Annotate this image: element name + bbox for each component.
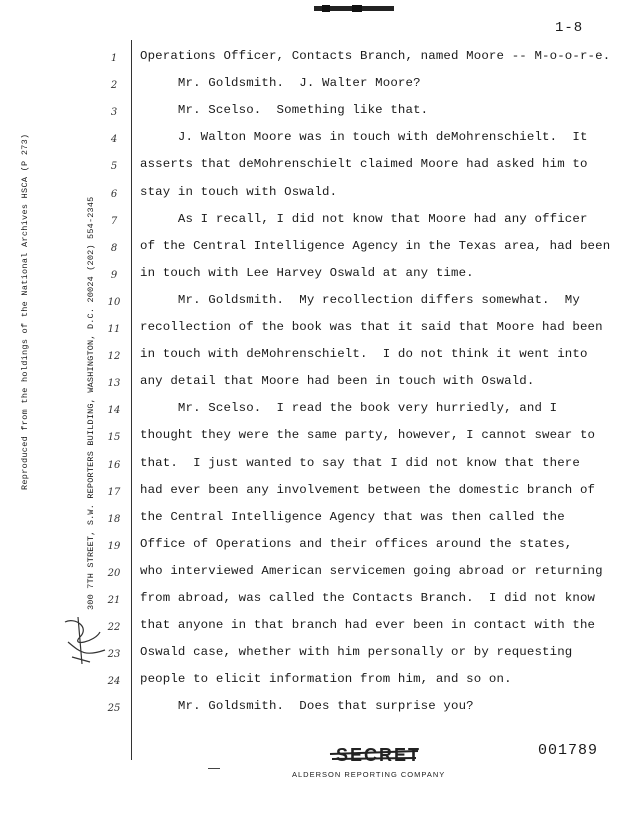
- line-number: 22: [107, 622, 121, 634]
- line-number: 8: [110, 242, 118, 254]
- line-number: 13: [107, 378, 121, 390]
- line-number: 6: [110, 188, 118, 200]
- transcript-line: the Central Intelligence Agency that was then called the: [140, 509, 565, 524]
- reporter-address-margin: [86, 160, 106, 610]
- classification-stamp: SECRET: [336, 745, 422, 765]
- transcript-line: Mr. Scelso. I read the book very hurriedly, and I: [140, 401, 558, 416]
- transcript-line: Operations Officer, Contacts Branch, named Moore -- M-o-o-r-e.: [140, 49, 611, 63]
- transcript-line: Mr. Goldsmith. J. Walter Moore?: [140, 76, 421, 91]
- line-number: 24: [107, 676, 121, 688]
- transcript-line: Mr. Scelso. Something like that.: [140, 103, 429, 118]
- left-margin-rule: [131, 40, 132, 760]
- transcript-line: had ever been any involvement between the domestic branch of: [140, 482, 596, 497]
- line-number: 17: [107, 486, 121, 498]
- archive-margin-note: [20, 70, 50, 490]
- line-number: 4: [110, 134, 118, 146]
- transcript-line: Mr. Goldsmith. My recollection differs somewhat. My: [140, 292, 580, 307]
- handwritten-signature-icon: [60, 612, 110, 667]
- reporting-company: ALDERSON REPORTING COMPANY: [292, 770, 446, 779]
- transcript-line: who interviewed American servicemen going abroad or returning: [140, 563, 603, 578]
- line-number: 2: [110, 80, 118, 92]
- line-number: 19: [107, 540, 121, 552]
- archive-note-text: Reproduced from the holdings of the National Archives HSCA (P 273): [20, 133, 30, 490]
- line-number: 20: [107, 567, 121, 579]
- transcript-line: J. Walton Moore was in touch with deMohrenschielt. It: [140, 130, 588, 145]
- redaction-mark-icon: [312, 4, 398, 14]
- reporter-address-text: 300 7TH STREET, S.W. REPORTERS BUILDING, WASHINGTON, D.C. 20024 (202) 554-2345: [86, 196, 96, 610]
- line-number: 11: [107, 324, 121, 335]
- document-number: 001789: [538, 742, 599, 759]
- page-number: 1-8: [555, 20, 584, 36]
- transcript-line: recollection of the book was that it said that Moore had been: [140, 320, 603, 334]
- line-number: 23: [107, 649, 121, 661]
- transcript-line: Office of Operations and their offices around the states,: [140, 536, 573, 551]
- transcript-line: As I recall, I did not know that Moore had any officer: [140, 211, 588, 226]
- transcript-line: Oswald case, whether with him personally or by requesting: [140, 645, 573, 660]
- transcript-line: in touch with Lee Harvey Oswald at any time.: [140, 265, 474, 280]
- line-number: 5: [110, 161, 118, 173]
- transcript-line: people to elicit information from him, and so on.: [140, 672, 512, 687]
- transcript-line: from abroad, was called the Contacts Branch. I did not know: [140, 591, 596, 605]
- line-number: 14: [107, 405, 121, 417]
- transcript-line: Mr. Goldsmith. Does that surprise you?: [140, 699, 474, 714]
- line-number: 21: [107, 595, 121, 606]
- transcript-line: any detail that Moore had been in touch with Oswald.: [140, 374, 535, 389]
- line-number: 18: [107, 513, 121, 525]
- transcript-line: that anyone in that branch had ever been in contact with the: [140, 618, 596, 633]
- transcript-line: stay in touch with Oswald.: [140, 184, 338, 199]
- transcript-line: that. I just wanted to say that I did not know that there: [140, 455, 580, 470]
- transcript-line: in touch with deMohrenschielt. I do not think it went into: [140, 347, 588, 362]
- line-number: 12: [107, 351, 121, 363]
- line-number: 25: [107, 703, 121, 715]
- transcript-line: asserts that deMohrenschielt claimed Moore had asked him to: [140, 157, 588, 172]
- footer-dash-mark: [208, 768, 220, 769]
- line-number: 3: [110, 107, 118, 119]
- line-number: 7: [110, 215, 118, 227]
- line-number: 16: [107, 459, 121, 471]
- line-number: 1: [110, 53, 118, 64]
- transcript-line: thought they were the same party, however, I cannot swear to: [140, 428, 596, 443]
- line-number: 10: [107, 296, 121, 308]
- line-number: 9: [110, 269, 118, 281]
- transcript-line: of the Central Intelligence Agency in the Texas area, had been: [140, 238, 611, 253]
- line-number: 15: [107, 432, 121, 444]
